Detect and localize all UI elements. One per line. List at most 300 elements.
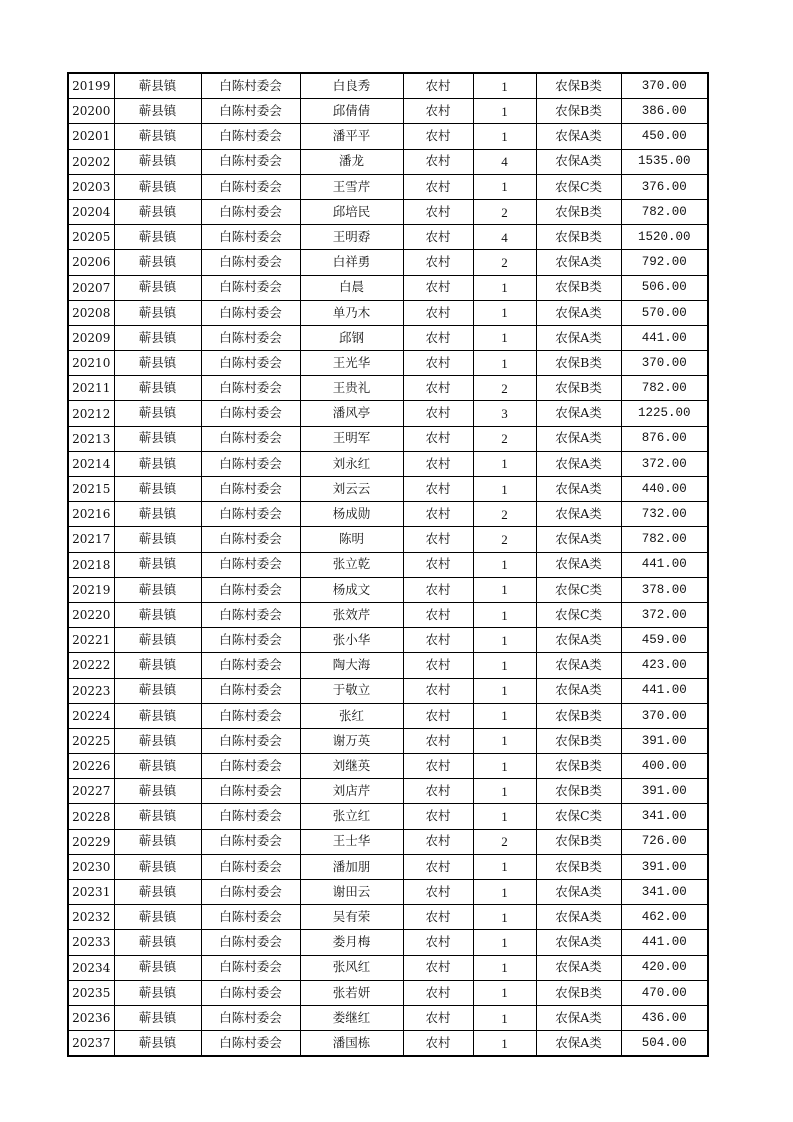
row-id-cell: 20217 [68, 527, 114, 552]
row-id-cell: 20206 [68, 250, 114, 275]
household-type-cell: 农村 [403, 149, 473, 174]
table-row [68, 703, 708, 728]
insurance-class-cell: 农保A类 [536, 955, 621, 980]
insurance-class-cell: 农保C类 [536, 174, 621, 199]
town-cell: 蕲县镇 [114, 426, 201, 451]
row-id-cell: 20215 [68, 477, 114, 502]
town-cell: 蕲县镇 [114, 351, 201, 376]
row-id-cell: 20226 [68, 754, 114, 779]
member-count-cell: 1 [473, 678, 536, 703]
member-count-cell: 1 [473, 628, 536, 653]
household-type-cell: 农村 [403, 99, 473, 124]
town-cell: 蕲县镇 [114, 225, 201, 250]
table-row [68, 275, 708, 300]
amount-cell: 792.00 [621, 250, 708, 275]
town-cell: 蕲县镇 [114, 678, 201, 703]
household-type-cell: 农村 [403, 905, 473, 930]
village-committee-cell: 白陈村委会 [201, 502, 300, 527]
name-cell: 潘平平 [300, 124, 403, 149]
amount-cell: 370.00 [621, 351, 708, 376]
name-cell: 王明军 [300, 426, 403, 451]
town-cell: 蕲县镇 [114, 829, 201, 854]
name-cell: 王贵礼 [300, 376, 403, 401]
insurance-class-cell: 农保B类 [536, 703, 621, 728]
town-cell: 蕲县镇 [114, 577, 201, 602]
member-count-cell: 1 [473, 703, 536, 728]
insurance-class-cell: 农保A类 [536, 149, 621, 174]
village-committee-cell: 白陈村委会 [201, 225, 300, 250]
household-type-cell: 农村 [403, 628, 473, 653]
town-cell: 蕲县镇 [114, 124, 201, 149]
insurance-class-cell: 农保A类 [536, 124, 621, 149]
insurance-class-cell: 农保B类 [536, 73, 621, 99]
amount-cell: 782.00 [621, 527, 708, 552]
member-count-cell: 2 [473, 250, 536, 275]
name-cell: 邱倩倩 [300, 99, 403, 124]
town-cell: 蕲县镇 [114, 73, 201, 99]
member-count-cell: 1 [473, 779, 536, 804]
household-type-cell: 农村 [403, 703, 473, 728]
name-cell: 陶大海 [300, 653, 403, 678]
row-id-cell: 20218 [68, 552, 114, 577]
amount-cell: 391.00 [621, 854, 708, 879]
member-count-cell: 1 [473, 325, 536, 350]
insurance-class-cell: 农保A类 [536, 905, 621, 930]
member-count-cell: 1 [473, 653, 536, 678]
row-id-cell: 20237 [68, 1031, 114, 1057]
row-id-cell: 20232 [68, 905, 114, 930]
town-cell: 蕲县镇 [114, 804, 201, 829]
household-type-cell: 农村 [403, 804, 473, 829]
beneficiary-table [67, 72, 709, 1057]
table-row [68, 73, 708, 99]
member-count-cell: 1 [473, 99, 536, 124]
member-count-cell: 2 [473, 199, 536, 224]
name-cell: 白良秀 [300, 73, 403, 99]
amount-cell: 732.00 [621, 502, 708, 527]
town-cell: 蕲县镇 [114, 854, 201, 879]
amount-cell: 1225.00 [621, 401, 708, 426]
member-count-cell: 1 [473, 73, 536, 99]
amount-cell: 459.00 [621, 628, 708, 653]
name-cell: 白祥勇 [300, 250, 403, 275]
amount-cell: 782.00 [621, 376, 708, 401]
insurance-class-cell: 农保B类 [536, 980, 621, 1005]
household-type-cell: 农村 [403, 325, 473, 350]
name-cell: 王光华 [300, 351, 403, 376]
household-type-cell: 农村 [403, 401, 473, 426]
member-count-cell: 1 [473, 728, 536, 753]
household-type-cell: 农村 [403, 854, 473, 879]
town-cell: 蕲县镇 [114, 905, 201, 930]
town-cell: 蕲县镇 [114, 930, 201, 955]
village-committee-cell: 白陈村委会 [201, 552, 300, 577]
table-row [68, 300, 708, 325]
name-cell: 谢万英 [300, 728, 403, 753]
name-cell: 王明孬 [300, 225, 403, 250]
row-id-cell: 20234 [68, 955, 114, 980]
household-type-cell: 农村 [403, 653, 473, 678]
town-cell: 蕲县镇 [114, 779, 201, 804]
table-row [68, 678, 708, 703]
member-count-cell: 1 [473, 804, 536, 829]
household-type-cell: 农村 [403, 451, 473, 476]
insurance-class-cell: 农保C类 [536, 577, 621, 602]
town-cell: 蕲县镇 [114, 99, 201, 124]
village-committee-cell: 白陈村委会 [201, 351, 300, 376]
village-committee-cell: 白陈村委会 [201, 930, 300, 955]
household-type-cell: 农村 [403, 728, 473, 753]
table-row [68, 174, 708, 199]
town-cell: 蕲县镇 [114, 880, 201, 905]
amount-cell: 400.00 [621, 754, 708, 779]
member-count-cell: 2 [473, 502, 536, 527]
amount-cell: 470.00 [621, 980, 708, 1005]
amount-cell: 506.00 [621, 275, 708, 300]
amount-cell: 441.00 [621, 678, 708, 703]
village-committee-cell: 白陈村委会 [201, 1005, 300, 1030]
table-row [68, 930, 708, 955]
table-row [68, 401, 708, 426]
table-row [68, 754, 708, 779]
row-id-cell: 20227 [68, 779, 114, 804]
village-committee-cell: 白陈村委会 [201, 477, 300, 502]
insurance-class-cell: 农保A类 [536, 401, 621, 426]
insurance-class-cell: 农保B类 [536, 275, 621, 300]
name-cell: 娄月梅 [300, 930, 403, 955]
row-id-cell: 20235 [68, 980, 114, 1005]
member-count-cell: 1 [473, 124, 536, 149]
village-committee-cell: 白陈村委会 [201, 980, 300, 1005]
insurance-class-cell: 农保A类 [536, 527, 621, 552]
insurance-class-cell: 农保A类 [536, 477, 621, 502]
village-committee-cell: 白陈村委会 [201, 955, 300, 980]
row-id-cell: 20228 [68, 804, 114, 829]
town-cell: 蕲县镇 [114, 1031, 201, 1057]
name-cell: 白晨 [300, 275, 403, 300]
town-cell: 蕲县镇 [114, 602, 201, 627]
insurance-class-cell: 农保B类 [536, 829, 621, 854]
row-id-cell: 20219 [68, 577, 114, 602]
member-count-cell: 1 [473, 602, 536, 627]
village-committee-cell: 白陈村委会 [201, 779, 300, 804]
name-cell: 潘龙 [300, 149, 403, 174]
insurance-class-cell: 农保B类 [536, 199, 621, 224]
table-row [68, 124, 708, 149]
name-cell: 潘风亭 [300, 401, 403, 426]
village-committee-cell: 白陈村委会 [201, 527, 300, 552]
row-id-cell: 20205 [68, 225, 114, 250]
village-committee-cell: 白陈村委会 [201, 199, 300, 224]
row-id-cell: 20225 [68, 728, 114, 753]
insurance-class-cell: 农保A类 [536, 930, 621, 955]
town-cell: 蕲县镇 [114, 653, 201, 678]
member-count-cell: 2 [473, 527, 536, 552]
name-cell: 王雪芹 [300, 174, 403, 199]
name-cell: 杨成勋 [300, 502, 403, 527]
name-cell: 邱培民 [300, 199, 403, 224]
insurance-class-cell: 农保C类 [536, 804, 621, 829]
member-count-cell: 2 [473, 829, 536, 854]
village-committee-cell: 白陈村委会 [201, 653, 300, 678]
insurance-class-cell: 农保B类 [536, 99, 621, 124]
insurance-class-cell: 农保A类 [536, 325, 621, 350]
name-cell: 杨成文 [300, 577, 403, 602]
row-id-cell: 20221 [68, 628, 114, 653]
village-committee-cell: 白陈村委会 [201, 854, 300, 879]
amount-cell: 726.00 [621, 829, 708, 854]
table-row [68, 829, 708, 854]
table-row [68, 250, 708, 275]
village-committee-cell: 白陈村委会 [201, 577, 300, 602]
insurance-class-cell: 农保A类 [536, 880, 621, 905]
name-cell: 谢田云 [300, 880, 403, 905]
row-id-cell: 20210 [68, 351, 114, 376]
member-count-cell: 1 [473, 930, 536, 955]
town-cell: 蕲县镇 [114, 552, 201, 577]
amount-cell: 378.00 [621, 577, 708, 602]
name-cell: 吴有荣 [300, 905, 403, 930]
town-cell: 蕲县镇 [114, 955, 201, 980]
household-type-cell: 农村 [403, 779, 473, 804]
member-count-cell: 1 [473, 275, 536, 300]
insurance-class-cell: 农保B类 [536, 376, 621, 401]
table-row [68, 149, 708, 174]
name-cell: 刘永红 [300, 451, 403, 476]
table-row [68, 99, 708, 124]
household-type-cell: 农村 [403, 577, 473, 602]
insurance-class-cell: 农保A类 [536, 1005, 621, 1030]
amount-cell: 504.00 [621, 1031, 708, 1057]
name-cell: 刘云云 [300, 477, 403, 502]
row-id-cell: 20201 [68, 124, 114, 149]
member-count-cell: 2 [473, 426, 536, 451]
town-cell: 蕲县镇 [114, 1005, 201, 1030]
amount-cell: 370.00 [621, 73, 708, 99]
row-id-cell: 20202 [68, 149, 114, 174]
member-count-cell: 1 [473, 451, 536, 476]
row-id-cell: 20223 [68, 678, 114, 703]
town-cell: 蕲县镇 [114, 250, 201, 275]
row-id-cell: 20212 [68, 401, 114, 426]
household-type-cell: 农村 [403, 477, 473, 502]
member-count-cell: 1 [473, 552, 536, 577]
row-id-cell: 20214 [68, 451, 114, 476]
insurance-class-cell: 农保A类 [536, 552, 621, 577]
amount-cell: 391.00 [621, 728, 708, 753]
row-id-cell: 20220 [68, 602, 114, 627]
household-type-cell: 农村 [403, 199, 473, 224]
insurance-class-cell: 农保B类 [536, 351, 621, 376]
table-row [68, 602, 708, 627]
village-committee-cell: 白陈村委会 [201, 149, 300, 174]
amount-cell: 420.00 [621, 955, 708, 980]
table-row [68, 552, 708, 577]
member-count-cell: 1 [473, 1031, 536, 1057]
name-cell: 王士华 [300, 829, 403, 854]
table-row [68, 199, 708, 224]
amount-cell: 341.00 [621, 804, 708, 829]
village-committee-cell: 白陈村委会 [201, 124, 300, 149]
insurance-class-cell: 农保B类 [536, 225, 621, 250]
row-id-cell: 20199 [68, 73, 114, 99]
household-type-cell: 农村 [403, 980, 473, 1005]
household-type-cell: 农村 [403, 250, 473, 275]
table-row [68, 225, 708, 250]
member-count-cell: 1 [473, 477, 536, 502]
table-row [68, 527, 708, 552]
row-id-cell: 20222 [68, 653, 114, 678]
member-count-cell: 2 [473, 376, 536, 401]
row-id-cell: 20216 [68, 502, 114, 527]
village-committee-cell: 白陈村委会 [201, 728, 300, 753]
village-committee-cell: 白陈村委会 [201, 401, 300, 426]
insurance-class-cell: 农保A类 [536, 250, 621, 275]
table-row [68, 1031, 708, 1057]
name-cell: 刘继英 [300, 754, 403, 779]
table-row [68, 905, 708, 930]
name-cell: 张效芹 [300, 602, 403, 627]
amount-cell: 391.00 [621, 779, 708, 804]
household-type-cell: 农村 [403, 275, 473, 300]
village-committee-cell: 白陈村委会 [201, 602, 300, 627]
village-committee-cell: 白陈村委会 [201, 905, 300, 930]
row-id-cell: 20208 [68, 300, 114, 325]
household-type-cell: 农村 [403, 351, 473, 376]
amount-cell: 876.00 [621, 426, 708, 451]
insurance-class-cell: 农保B类 [536, 779, 621, 804]
amount-cell: 441.00 [621, 325, 708, 350]
table-row [68, 426, 708, 451]
insurance-class-cell: 农保A类 [536, 300, 621, 325]
village-committee-cell: 白陈村委会 [201, 703, 300, 728]
village-committee-cell: 白陈村委会 [201, 174, 300, 199]
village-committee-cell: 白陈村委会 [201, 300, 300, 325]
insurance-class-cell: 农保A类 [536, 1031, 621, 1057]
town-cell: 蕲县镇 [114, 628, 201, 653]
member-count-cell: 1 [473, 854, 536, 879]
village-committee-cell: 白陈村委会 [201, 829, 300, 854]
member-count-cell: 4 [473, 149, 536, 174]
row-id-cell: 20209 [68, 325, 114, 350]
table-row [68, 880, 708, 905]
name-cell: 张红 [300, 703, 403, 728]
town-cell: 蕲县镇 [114, 275, 201, 300]
village-committee-cell: 白陈村委会 [201, 880, 300, 905]
member-count-cell: 1 [473, 1005, 536, 1030]
name-cell: 邱钢 [300, 325, 403, 350]
amount-cell: 341.00 [621, 880, 708, 905]
member-count-cell: 1 [473, 351, 536, 376]
household-type-cell: 农村 [403, 602, 473, 627]
household-type-cell: 农村 [403, 174, 473, 199]
town-cell: 蕲县镇 [114, 980, 201, 1005]
village-committee-cell: 白陈村委会 [201, 426, 300, 451]
amount-cell: 1535.00 [621, 149, 708, 174]
member-count-cell: 3 [473, 401, 536, 426]
name-cell: 于敬立 [300, 678, 403, 703]
insurance-class-cell: 农保A类 [536, 628, 621, 653]
table-row [68, 502, 708, 527]
town-cell: 蕲县镇 [114, 401, 201, 426]
insurance-class-cell: 农保A类 [536, 502, 621, 527]
member-count-cell: 1 [473, 905, 536, 930]
row-id-cell: 20236 [68, 1005, 114, 1030]
village-committee-cell: 白陈村委会 [201, 804, 300, 829]
row-id-cell: 20230 [68, 854, 114, 879]
household-type-cell: 农村 [403, 124, 473, 149]
member-count-cell: 1 [473, 300, 536, 325]
member-count-cell: 1 [473, 577, 536, 602]
household-type-cell: 农村 [403, 1005, 473, 1030]
amount-cell: 1520.00 [621, 225, 708, 250]
table-row [68, 1005, 708, 1030]
row-id-cell: 20200 [68, 99, 114, 124]
insurance-class-cell: 农保B类 [536, 854, 621, 879]
table-row [68, 980, 708, 1005]
household-type-cell: 农村 [403, 829, 473, 854]
town-cell: 蕲县镇 [114, 477, 201, 502]
row-id-cell: 20233 [68, 930, 114, 955]
village-committee-cell: 白陈村委会 [201, 250, 300, 275]
member-count-cell: 1 [473, 880, 536, 905]
name-cell: 潘加朋 [300, 854, 403, 879]
table-row [68, 728, 708, 753]
member-count-cell: 1 [473, 754, 536, 779]
household-type-cell: 农村 [403, 426, 473, 451]
village-committee-cell: 白陈村委会 [201, 678, 300, 703]
household-type-cell: 农村 [403, 73, 473, 99]
table-row [68, 451, 708, 476]
table-body [68, 73, 708, 1056]
insurance-class-cell: 农保A类 [536, 426, 621, 451]
village-committee-cell: 白陈村委会 [201, 99, 300, 124]
household-type-cell: 农村 [403, 376, 473, 401]
town-cell: 蕲县镇 [114, 199, 201, 224]
household-type-cell: 农村 [403, 1031, 473, 1057]
amount-cell: 372.00 [621, 602, 708, 627]
amount-cell: 570.00 [621, 300, 708, 325]
table-row [68, 477, 708, 502]
insurance-class-cell: 农保A类 [536, 451, 621, 476]
household-type-cell: 农村 [403, 300, 473, 325]
household-type-cell: 农村 [403, 754, 473, 779]
member-count-cell: 4 [473, 225, 536, 250]
row-id-cell: 20224 [68, 703, 114, 728]
town-cell: 蕲县镇 [114, 754, 201, 779]
village-committee-cell: 白陈村委会 [201, 325, 300, 350]
household-type-cell: 农村 [403, 930, 473, 955]
member-count-cell: 1 [473, 980, 536, 1005]
row-id-cell: 20203 [68, 174, 114, 199]
village-committee-cell: 白陈村委会 [201, 376, 300, 401]
name-cell: 潘国栋 [300, 1031, 403, 1057]
row-id-cell: 20207 [68, 275, 114, 300]
amount-cell: 440.00 [621, 477, 708, 502]
town-cell: 蕲县镇 [114, 174, 201, 199]
town-cell: 蕲县镇 [114, 376, 201, 401]
table-row [68, 779, 708, 804]
amount-cell: 436.00 [621, 1005, 708, 1030]
household-type-cell: 农村 [403, 955, 473, 980]
town-cell: 蕲县镇 [114, 300, 201, 325]
amount-cell: 386.00 [621, 99, 708, 124]
row-id-cell: 20213 [68, 426, 114, 451]
table-row [68, 854, 708, 879]
table-row [68, 351, 708, 376]
amount-cell: 370.00 [621, 703, 708, 728]
member-count-cell: 1 [473, 174, 536, 199]
